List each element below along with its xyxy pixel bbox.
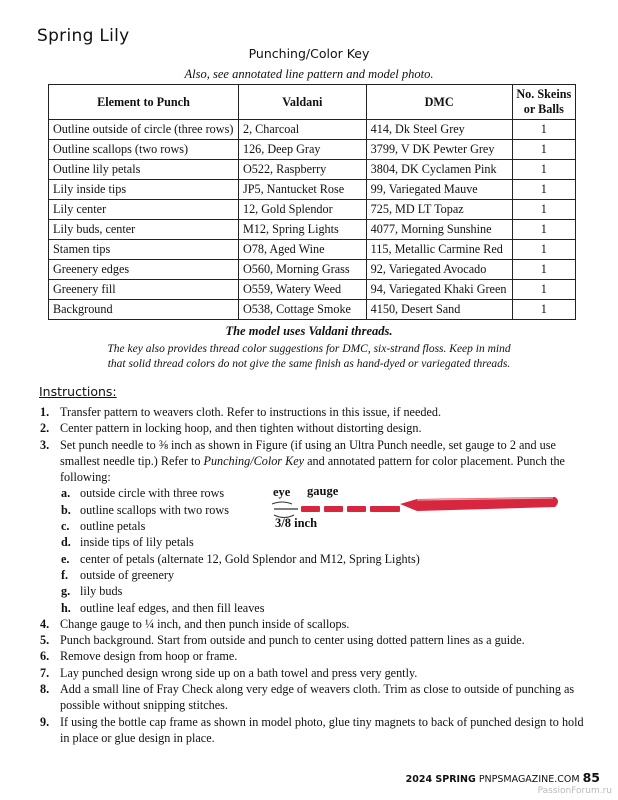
header-skeins: No. Skeins or Balls [512,85,575,120]
table-row [49,180,576,200]
cell-valdani: O538, Cottage Smoke [238,300,366,320]
sub-step-letter: g. [61,584,71,599]
header-valdani: Valdani [238,85,366,120]
step-3 [40,437,585,486]
sub-step-letter: f. [61,567,69,582]
table-row [49,140,576,160]
step-9 [40,714,585,747]
sub-step-letter: e. [61,551,70,566]
cell-valdani: O560, Morning Grass [238,260,366,280]
sub-step-text: outline leaf edges, and then fill leaves [80,600,265,615]
cell-skeins: 1 [512,140,575,160]
punch-needle-figure [265,482,565,532]
intro-note: Also, see annotated line pattern and model photo. [184,67,434,81]
table-row [49,260,576,280]
sub-step [40,534,585,550]
step-7 [40,665,585,681]
cell-skeins: 1 [512,200,575,220]
cell-dmc: 414, Dk Steel Grey [366,120,512,140]
page-footer [406,770,600,785]
table-row [49,240,576,260]
cell-dmc: 94, Variegated Khaki Green [366,280,512,300]
watermark: PassionForum.ru [537,786,612,796]
step-number: 9. [40,714,50,729]
cell-dmc: 4077, Morning Sunshine [366,220,512,240]
cell-dmc: 99, Variegated Mauve [366,180,512,200]
cell-valdani: M12, Spring Lights [238,220,366,240]
table-row [49,220,576,240]
cell-skeins: 1 [512,160,575,180]
cell-dmc: 115, Metallic Carmine Red [366,240,512,260]
cell-skeins: 1 [512,120,575,140]
cell-valdani: 12, Gold Splendor [238,200,366,220]
sub-step-text: lily buds [80,584,123,599]
step-8 [40,681,585,714]
model-note: The model uses Valdani threads. [225,324,393,338]
table-header-row [49,85,576,120]
cell-skeins: 1 [512,180,575,200]
step-text: Remove design from hoop or frame. [60,649,238,664]
key-note-line: The key also provides thread color suggestions for DMC, six-strand floss. Keep in mind [107,343,511,355]
sub-step-letter: d. [61,535,71,550]
needle-segment-icon [370,506,400,512]
cell-valdani: 2, Charcoal [238,120,366,140]
cell-element: Lily buds, center [49,220,239,240]
step-number: 5. [40,633,50,648]
step-text [60,437,585,486]
cell-element: Greenery fill [49,280,239,300]
sub-step-text: inside tips of lily petals [80,535,194,550]
step-text-part: Set punch needle to ⅜ inch as shown in Figure (if using an Ultra Punch needle, set gauge to 2 and use smallest needle tip.) Refer to [60,437,556,468]
gauge-label: gauge [307,484,339,498]
cell-element: Background [49,300,239,320]
step-text: Punch background. Start from outside and punch to center using dotted pattern lines as a guide. [60,633,525,648]
cell-dmc: 725, MD LT Topaz [366,200,512,220]
step-number: 3. [40,437,50,452]
measure-label: 3/8 inch [275,516,318,530]
step-number: 2. [40,421,50,436]
cell-dmc: 4150, Desert Sand [366,300,512,320]
sub-step-letter: c. [61,519,70,534]
table-row [49,280,576,300]
cell-skeins: 1 [512,220,575,240]
cell-valdani: O78, Aged Wine [238,240,366,260]
cell-dmc: 3804, DK Cyclamen Pink [366,160,512,180]
step-text: Lay punched design wrong side up on a bath towel and press very gently. [60,665,418,680]
eye-arrow-icon [272,502,292,504]
sub-step-text: outside of greenery [80,567,175,582]
cell-element: Stamen tips [49,240,239,260]
sub-step [40,567,585,583]
sub-step-text: outside circle with three rows [80,486,225,501]
cell-valdani: 126, Deep Gray [238,140,366,160]
cell-skeins: 1 [512,260,575,280]
issue-label: 2024 SPRING [405,774,476,785]
table-row [49,120,576,140]
step-number: 6. [40,649,50,664]
sub-step-letter: a. [61,486,71,501]
sub-step-letter: h. [61,600,71,615]
page-title: Spring Lily [37,26,130,46]
page-number: 85 [582,770,600,785]
sub-step-text: outline petals [80,519,146,534]
table-row [49,200,576,220]
sub-step [40,600,585,616]
cell-skeins: 1 [512,300,575,320]
cell-element: Lily inside tips [49,180,239,200]
cell-dmc: 3799, V DK Pewter Grey [366,140,512,160]
step-number: 1. [40,405,50,419]
table-row [49,160,576,180]
header-dmc: DMC [366,85,512,120]
instructions-list [40,404,585,746]
step-4 [40,616,585,632]
step-2 [40,420,585,436]
step-text: Transfer pattern to weavers cloth. Refer to instructions in this issue, if needed. [60,405,441,419]
step-5 [40,632,585,648]
site-label: PNPSMAGAZINE.COM [478,774,580,785]
step-text: Center pattern in locking hoop, and then tighten without distorting design. [60,421,422,436]
cell-element: Outline scallops (two rows) [49,140,239,160]
cell-dmc: 92, Variegated Avocado [366,260,512,280]
step-text: Add a small line of Fray Check along very edge of weavers cloth. Trim as close to outside of punching as possible without snipping stitches. [60,682,575,713]
sub-step-text: outline scallops with two rows [80,502,229,517]
needle-segment-icon [324,506,343,512]
key-note [0,342,618,372]
step-1 [40,404,585,420]
eye-label: eye [273,485,291,499]
step-number: 4. [40,616,50,631]
cell-valdani: O559, Watery Weed [238,280,366,300]
color-key-table [48,84,576,320]
needle-segment-icon [301,506,320,512]
step-text: If using the bottle cap frame as shown in model photo, glue tiny magnets to back of punched design to hold in place or glue design in place. [60,714,584,745]
step-number: 8. [40,682,50,697]
step-number: 7. [40,665,50,680]
step-text-part: and annotated pattern for color placement. Punch the following: [60,453,565,485]
cell-element: Outline lily petals [49,160,239,180]
key-note-line: that solid thread colors do not give the same finish as hand-dyed or variegated threads. [107,358,511,370]
step-6 [40,648,585,664]
header-element: Element to Punch [49,85,239,120]
cell-valdani: JP5, Nantucket Rose [238,180,366,200]
cell-skeins: 1 [512,240,575,260]
sub-step-letter: b. [61,502,71,517]
cell-valdani: O522, Raspberry [238,160,366,180]
step-text: Change gauge to ¼ inch, and then punch inside of scallops. [60,616,350,631]
instructions-heading: Instructions: [39,384,117,399]
key-reference: Punching/Color Key [203,453,305,468]
cell-element: Lily center [49,200,239,220]
sub-step [40,551,585,567]
key-subtitle: Punching/Color Key [248,46,370,61]
cell-skeins: 1 [512,280,575,300]
table-row [49,300,576,320]
sub-step-text: center of petals (alternate 12, Gold Splendor and M12, Spring Lights) [80,551,420,566]
sub-step [40,583,585,599]
cell-element: Greenery edges [49,260,239,280]
needle-segment-icon [347,506,366,512]
cell-element: Outline outside of circle (three rows) [49,120,239,140]
